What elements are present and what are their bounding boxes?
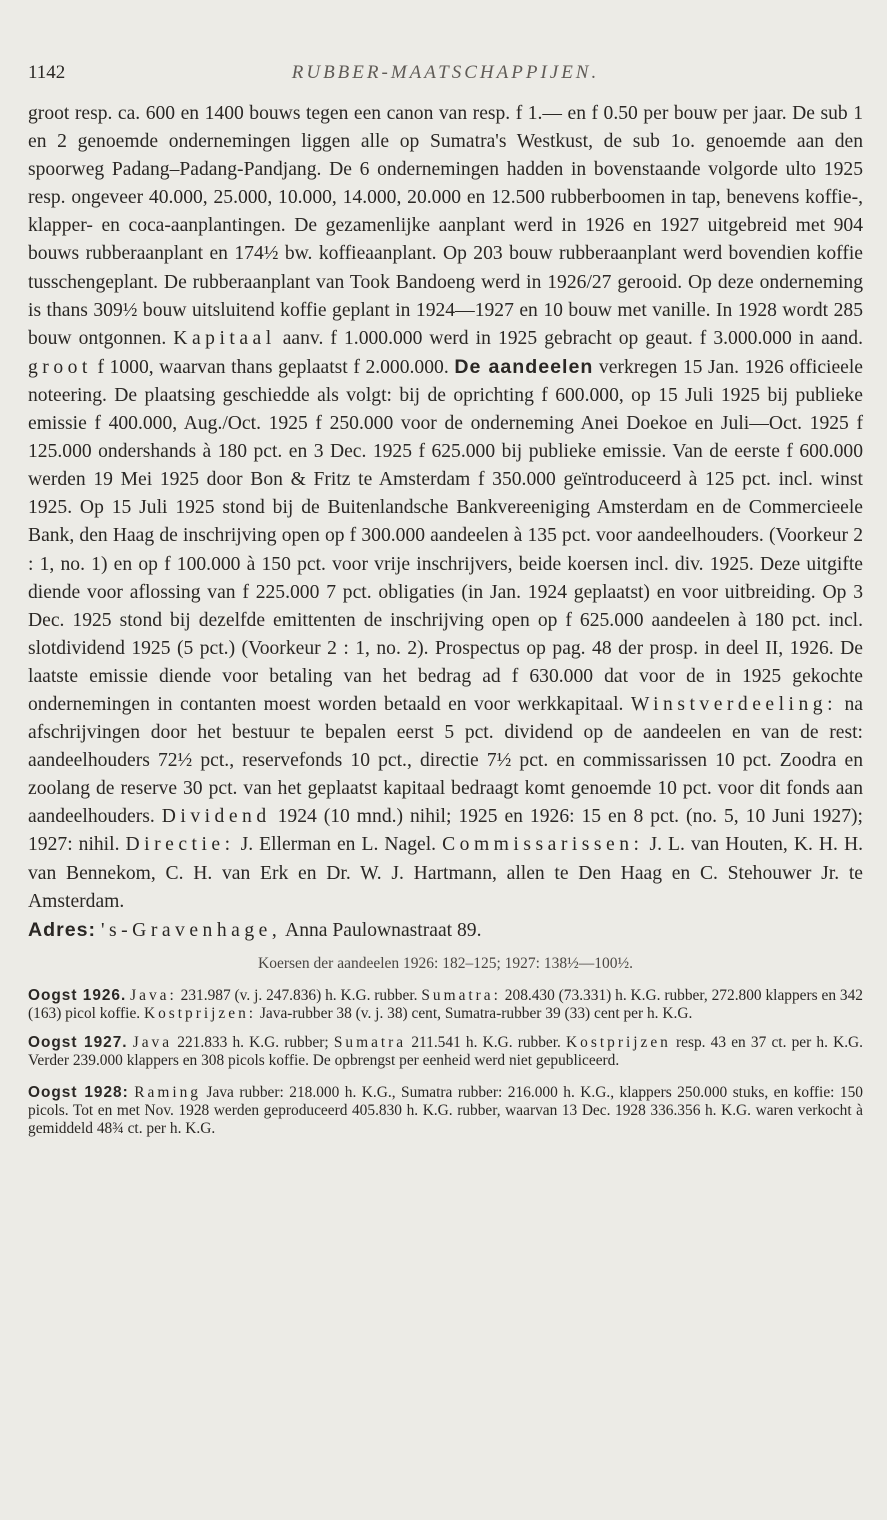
harvest-1928-raming: Raming: [134, 1084, 201, 1101]
harvest-1927-label: Oogst 1927.: [28, 1034, 128, 1052]
harvest-1927-sumatra: Sumatra: [333, 1034, 407, 1052]
winstverdeeling-text: na afschrijvingen door het bestuur te bepalen eerst 5 pct. dividend op de aandeelen en van de rest: aandeelhouders 72½ pct., reservefonds 10 pct., directie 7½ pct. en commissarissen 10 pct. Zoodra en zoolang de reserve 30 pct. van het geplaatst kapitaal bedraagt komt genoemde 10 pct. voor dit fonds aan aandeelhouders.: [28, 693, 863, 828]
harvest-section: [28, 987, 863, 1138]
harvest-1927-kostprijzen: Kostprijzen: [566, 1034, 671, 1052]
aandeelen-text: verkregen 15 Jan. 1926 officieele noteering. De plaatsing geschiedde als volgt: bij de oprichting f 600.000, op 15 Juli 1925 bij publieke emissie f 400.000, Aug./Oct. 1925 f 250.000 voor de onderneming Anei Doekoe en Juli—Oct. 1925 f 125.000 ondershands à 180 pct. en 3 Dec. 1925 f 625.000 bij publieke emissie. Van de eerste f 600.000 werden 19 Mei 1925 door Bon & Fritz te Amsterdam f 350.000 geïntroduceerd à 125 pct. incl. winst 1925. Op 15 Juli 1925 stond bij de Buitenlandsche Bankvereeniging Amsterdam en de Commercieele Bank, den Haag de inschrijving open op f 300.000 aandeelen à 135 pct. voor aandeelhouders. (Voorkeur 2 : 1, no. 1) en op f 100.000 à 150 pct. voor vrije inschrijvers, beide koersen incl. div. 1925. Deze uitgifte diende voor aflossing van f 225.000 7 pct. obligaties (in Jan. 1924 geplaatst) en voor uitbreiding. Op 3 Dec. 1925 stond bij dezelfde emittenten de inschrijving open op f 625.000 aandeelen à 180 pct. incl. slotdividend 1925 (5 pct.) (Voorkeur 2 : 1, no. 2). Prospectus op pag. 48 der prosp. in deel II, 1926. De laatste emissie diende voor betaling van het bedrag ad f 630.000 dat voor de in 1925 gekochte ondernemingen in contanten moest worden betaald en voor werkkapitaal.: [28, 356, 863, 715]
harvest-1926-label: Oogst 1926.: [28, 986, 127, 1004]
paragraph-intro: groot resp. ca. 600 en 1400 bouws tegen een canon van resp. f 1.— en f 0.50 per bouw per jaar. De sub 1 en 2 genoemde ondernemingen liggen alle op Sumatra's Westkust, de sub 1o. genoemde aan den spoorweg Padang–Padang-Pandjang. De 6 ondernemingen hadden in bovenstaande volgorde ulto 1925 resp. ongeveer 40.000, 25.000, 10.000, 14.000, 20.000 en 12.500 rubberboomen in tap, benevens koffie-, klapper- en coca-aanplantingen. De gezamenlijke aanplant werd in 1926 en 1927 uitgebreid met 904 bouws rubberaanplant en 174½ bw. koffieaanplant. Op 203 bouw rubberaanplant werd bovendien koffie tusschengeplant. De rubberaanplant van Took Bandoeng werd in 1926/27 gerooid. Op deze onderneming is thans 309½ bouw uitsluitend koffie geplant in 1924—1927 en 10 bouw met vanille. In 1928 wordt 285 bouw ontgonnen.: [28, 103, 863, 349]
body-text: [28, 100, 863, 945]
harvest-1927: [28, 1034, 863, 1070]
harvest-1927-text-a: 221.833 h. K.G. rubber;: [177, 1034, 329, 1052]
harvest-1928-label: Oogst 1928:: [28, 1084, 129, 1101]
groot-label: groot: [28, 356, 92, 378]
harvest-1927-text-b: 211.541 h. K.G. rubber.: [411, 1034, 561, 1052]
body-paragraph: [28, 100, 863, 916]
harvest-1926: [28, 987, 863, 1023]
harvest-1928: [28, 1084, 863, 1137]
dividend-label: Dividend: [161, 806, 271, 828]
harvest-1926-text-c: Java-rubber 38 (v. j. 38) cent, Sumatra-rubber 39 (33) cent per h. K.G.: [259, 1004, 693, 1022]
winstverdeeling-label: Winstverdeeling:: [630, 693, 838, 715]
adres-label: Adres:: [28, 918, 97, 941]
harvest-1926-java: Java:: [130, 986, 177, 1004]
kapitaal-text: aanv. f 1.000.000 werd in 1925 gebracht op geaut. f 3.000.000 in aand.: [282, 327, 863, 349]
harvest-1926-text-a: 231.987 (v. j. 247.836) h. K.G. rubber.: [180, 986, 418, 1004]
harvest-1927-text-c: resp. 43 en 37 ct. per h. K.G. Verder 239.000 klappers en 308 picols koffie. De opbrengst per eenheid werd niet gepubliceerd.: [28, 1034, 864, 1070]
harvest-1927-java: Java: [132, 1034, 173, 1052]
page-number: 1142: [28, 62, 66, 83]
harvest-1926-kostprijzen: Kostprijzen:: [143, 1004, 257, 1022]
address-line: [28, 916, 863, 945]
harvest-1926-sumatra: Sumatra:: [421, 986, 501, 1004]
share-prices-line: Koersen der aandeelen 1926: 182–125; 1927: 138½—100½.: [258, 954, 633, 972]
aandeelen-label: De aandeelen: [454, 355, 594, 378]
commissarissen-text: J. L. van Houten, K. H. H. van Bennekom, C. H. van Erk en Dr. W. J. Hartmann, allen te Den Haag en C. Stehouwer Jr. te Amsterdam.: [28, 834, 864, 912]
adres-city: 's-Gravenhage,: [100, 919, 282, 941]
kapitaal-label: Kapitaal: [173, 327, 276, 349]
groot-text: f 1000, waarvan thans geplaatst f 2.000.000.: [97, 356, 449, 378]
page-header: [28, 54, 863, 90]
directie-text: J. Ellerman en L. Nagel.: [240, 834, 437, 856]
running-title: RUBBER-MAATSCHAPPIJEN.: [291, 62, 600, 83]
directie-label: Directie:: [125, 834, 235, 856]
dividend-text: 1924 (10 mnd.) nihil; 1925 en 1926: 15 en 8 pct. (no. 5, 10 Juni 1927); 1927: nihil.: [28, 806, 863, 856]
harvest-1926-text-b: 208.430 (73.331) h. K.G. rubber, 272.800 klappers en 342 (163) picol koffie.: [28, 986, 863, 1022]
adres-street: Anna Paulownastraat 89.: [285, 919, 482, 941]
harvest-1928-text: Java rubber: 218.000 h. K.G., Sumatra rubber: 216.000 h. K.G., klappers 250.000 stuks, en koffie: 150 picols. Tot en met Nov. 1928 werden geproduceerd 405.830 h. K.G. rubber, waarvan 13 Dec. 1928 336.356 h. K.G. waren verkocht à gemiddeld 48¾ ct. per h. K.G.: [28, 1084, 864, 1137]
commissarissen-label: Commissarissen:: [442, 834, 644, 856]
